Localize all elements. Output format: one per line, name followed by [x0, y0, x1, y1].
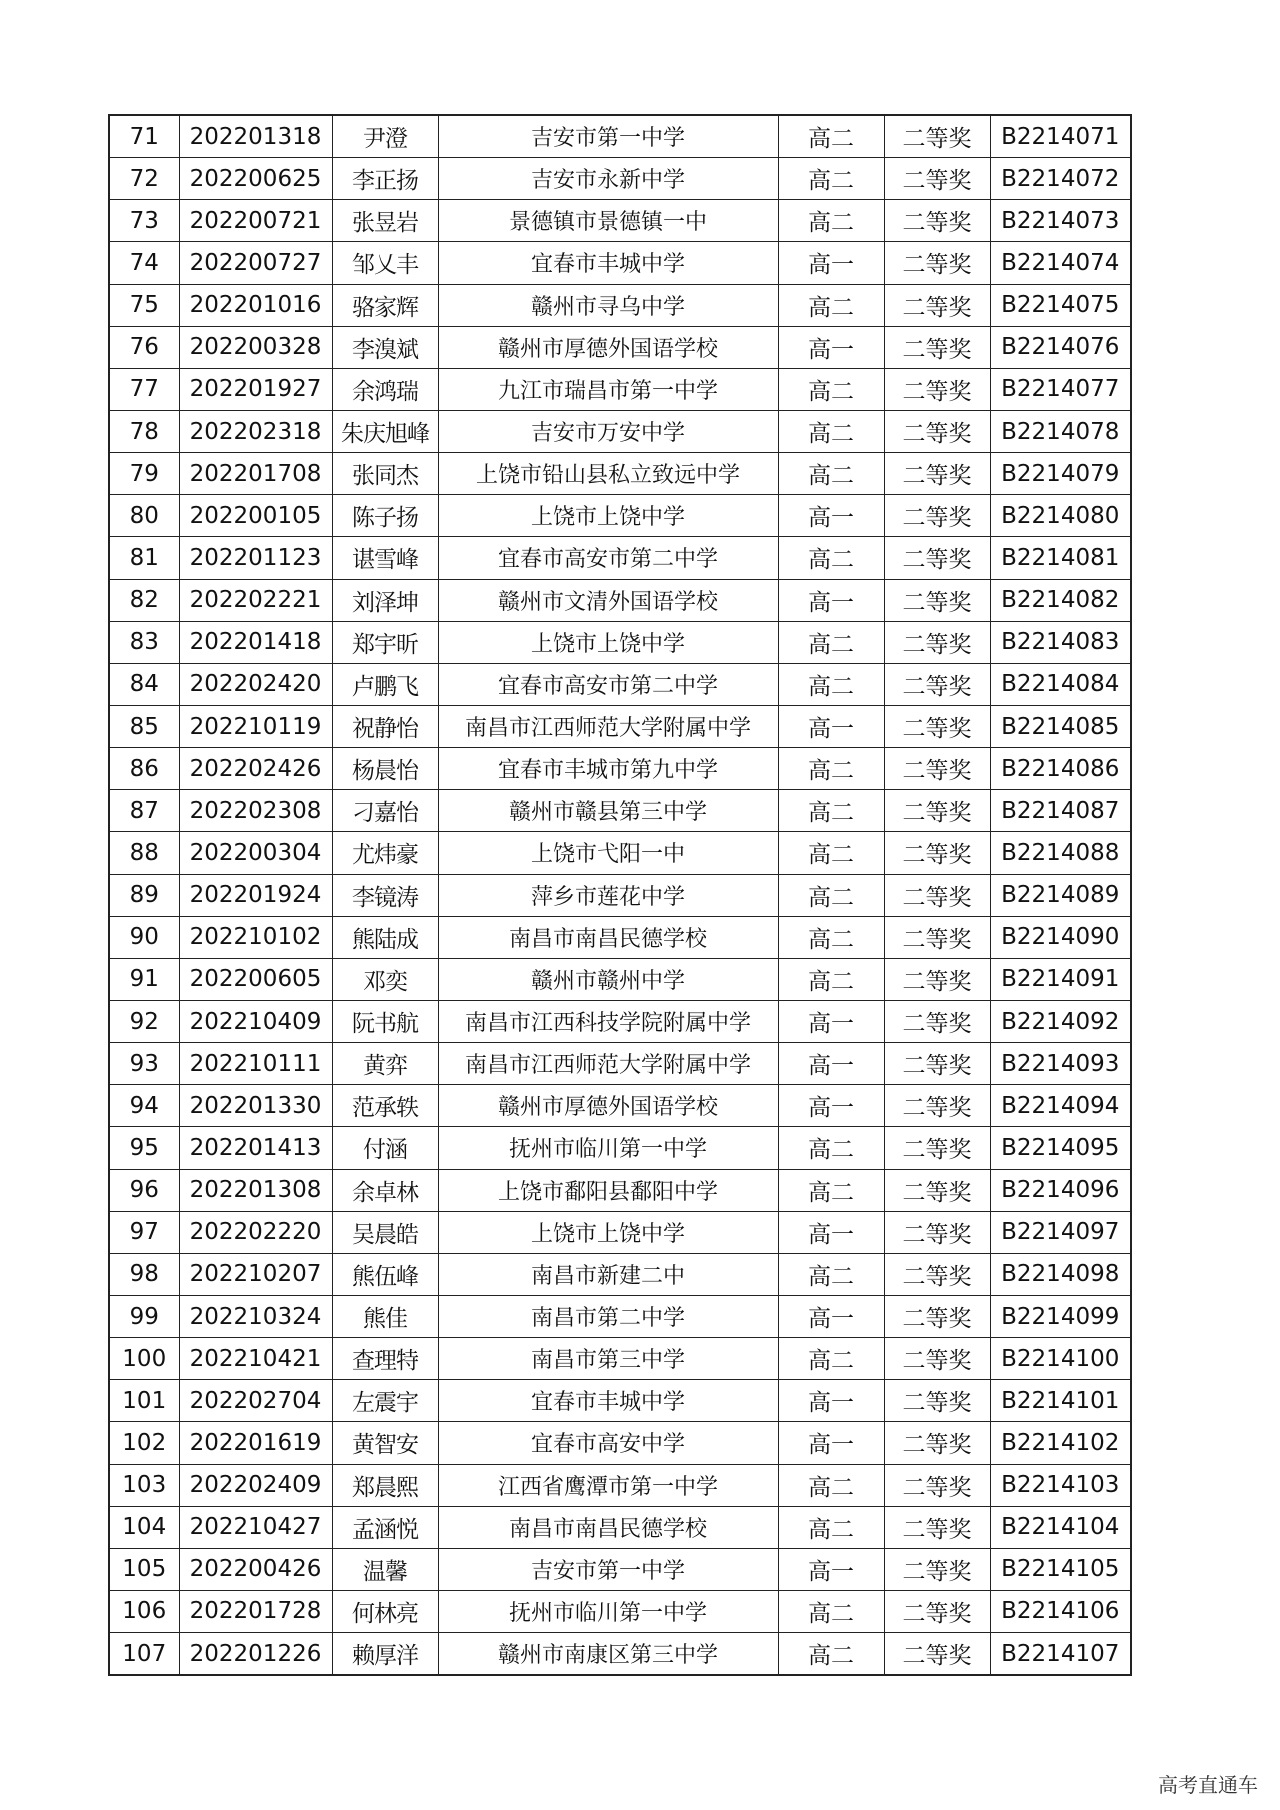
student-id-cell: 202202704 — [179, 1380, 332, 1422]
grade-level-cell: 高二 — [778, 410, 884, 452]
row-number-cell: 99 — [109, 1295, 179, 1337]
student-name-cell: 范承轶 — [332, 1085, 438, 1127]
student-name-cell: 熊佳 — [332, 1295, 438, 1337]
student-id-cell: 202202426 — [179, 748, 332, 790]
student-id-cell: 202201016 — [179, 284, 332, 326]
award-level-cell: 二等奖 — [884, 663, 990, 705]
student-name-cell: 谌雪峰 — [332, 537, 438, 579]
school-name-cell: 南昌市南昌民德学校 — [438, 916, 778, 958]
grade-level-cell: 高二 — [778, 1506, 884, 1548]
school-name-cell: 上饶市上饶中学 — [438, 621, 778, 663]
row-number-cell: 93 — [109, 1043, 179, 1085]
certificate-number-cell: B2214081 — [990, 537, 1131, 579]
award-level-cell: 二等奖 — [884, 453, 990, 495]
certificate-number-cell: B2214088 — [990, 832, 1131, 874]
row-number-cell: 76 — [109, 326, 179, 368]
student-id-cell: 202201619 — [179, 1422, 332, 1464]
award-level-cell: 二等奖 — [884, 242, 990, 284]
table-row — [109, 1548, 1131, 1590]
student-id-cell: 202202318 — [179, 410, 332, 452]
award-level-cell: 二等奖 — [884, 874, 990, 916]
school-name-cell: 吉安市万安中学 — [438, 410, 778, 452]
award-level-cell: 二等奖 — [884, 200, 990, 242]
student-name-cell: 卢鹏飞 — [332, 663, 438, 705]
student-id-cell: 202201330 — [179, 1085, 332, 1127]
row-number-cell: 102 — [109, 1422, 179, 1464]
school-name-cell: 南昌市江西师范大学附属中学 — [438, 1043, 778, 1085]
certificate-number-cell: B2214078 — [990, 410, 1131, 452]
certificate-number-cell: B2214091 — [990, 958, 1131, 1000]
student-name-cell: 阮书航 — [332, 1000, 438, 1042]
award-level-cell: 二等奖 — [884, 790, 990, 832]
table-row — [109, 958, 1131, 1000]
award-level-cell: 二等奖 — [884, 1422, 990, 1464]
table-row — [109, 832, 1131, 874]
table-row — [109, 1085, 1131, 1127]
grade-level-cell: 高二 — [778, 200, 884, 242]
certificate-number-cell: B2214101 — [990, 1380, 1131, 1422]
row-number-cell: 96 — [109, 1169, 179, 1211]
table-row — [109, 1633, 1131, 1676]
certificate-number-cell: B2214087 — [990, 790, 1131, 832]
row-number-cell: 82 — [109, 579, 179, 621]
certificate-number-cell: B2214077 — [990, 368, 1131, 410]
school-name-cell: 赣州市文清外国语学校 — [438, 579, 778, 621]
table-row — [109, 1506, 1131, 1548]
school-name-cell: 赣州市赣县第三中学 — [438, 790, 778, 832]
award-level-cell: 二等奖 — [884, 705, 990, 747]
student-id-cell: 202201308 — [179, 1169, 332, 1211]
student-name-cell: 陈子扬 — [332, 495, 438, 537]
grade-level-cell: 高二 — [778, 1338, 884, 1380]
grade-level-cell: 高一 — [778, 242, 884, 284]
student-name-cell: 查理特 — [332, 1338, 438, 1380]
row-number-cell: 78 — [109, 410, 179, 452]
certificate-number-cell: B2214083 — [990, 621, 1131, 663]
certificate-number-cell: B2214094 — [990, 1085, 1131, 1127]
certificate-number-cell: B2214098 — [990, 1253, 1131, 1295]
student-id-cell: 202210102 — [179, 916, 332, 958]
student-id-cell: 202202220 — [179, 1211, 332, 1253]
award-level-cell: 二等奖 — [884, 1043, 990, 1085]
grade-level-cell: 高二 — [778, 663, 884, 705]
certificate-number-cell: B2214093 — [990, 1043, 1131, 1085]
certificate-number-cell: B2214073 — [990, 200, 1131, 242]
grade-level-cell: 高二 — [778, 916, 884, 958]
school-name-cell: 吉安市第一中学 — [438, 115, 778, 158]
school-name-cell: 赣州市厚德外国语学校 — [438, 1085, 778, 1127]
school-name-cell: 南昌市新建二中 — [438, 1253, 778, 1295]
certificate-number-cell: B2214084 — [990, 663, 1131, 705]
grade-level-cell: 高二 — [778, 284, 884, 326]
row-number-cell: 86 — [109, 748, 179, 790]
school-name-cell: 抚州市临川第一中学 — [438, 1127, 778, 1169]
grade-level-cell: 高二 — [778, 368, 884, 410]
grade-level-cell: 高一 — [778, 326, 884, 368]
student-id-cell: 202200605 — [179, 958, 332, 1000]
student-id-cell: 202210111 — [179, 1043, 332, 1085]
student-name-cell: 熊陆成 — [332, 916, 438, 958]
student-name-cell: 张同杰 — [332, 453, 438, 495]
student-id-cell: 202200625 — [179, 158, 332, 200]
award-level-cell: 二等奖 — [884, 1548, 990, 1590]
row-number-cell: 72 — [109, 158, 179, 200]
table-row — [109, 1000, 1131, 1042]
student-name-cell: 李溴斌 — [332, 326, 438, 368]
student-name-cell: 邹乂丰 — [332, 242, 438, 284]
grade-level-cell: 高一 — [778, 1548, 884, 1590]
school-name-cell: 上饶市铅山县私立致远中学 — [438, 453, 778, 495]
award-level-cell: 二等奖 — [884, 410, 990, 452]
row-number-cell: 85 — [109, 705, 179, 747]
certificate-number-cell: B2214105 — [990, 1548, 1131, 1590]
award-level-cell: 二等奖 — [884, 916, 990, 958]
table-row — [109, 453, 1131, 495]
table-row — [109, 1253, 1131, 1295]
student-name-cell: 李正扬 — [332, 158, 438, 200]
student-name-cell: 温馨 — [332, 1548, 438, 1590]
table-row — [109, 495, 1131, 537]
table-row — [109, 326, 1131, 368]
school-name-cell: 南昌市第三中学 — [438, 1338, 778, 1380]
student-name-cell: 郑宇昕 — [332, 621, 438, 663]
certificate-number-cell: B2214089 — [990, 874, 1131, 916]
student-name-cell: 张昱岩 — [332, 200, 438, 242]
table-row — [109, 1464, 1131, 1506]
row-number-cell: 104 — [109, 1506, 179, 1548]
row-number-cell: 73 — [109, 200, 179, 242]
certificate-number-cell: B2214097 — [990, 1211, 1131, 1253]
student-id-cell: 202201927 — [179, 368, 332, 410]
student-id-cell: 202200304 — [179, 832, 332, 874]
award-level-cell: 二等奖 — [884, 748, 990, 790]
student-name-cell: 尤炜豪 — [332, 832, 438, 874]
student-id-cell: 202201413 — [179, 1127, 332, 1169]
table-row — [109, 1380, 1131, 1422]
row-number-cell: 81 — [109, 537, 179, 579]
certificate-number-cell: B2214099 — [990, 1295, 1131, 1337]
row-number-cell: 71 — [109, 115, 179, 158]
grade-level-cell: 高二 — [778, 1633, 884, 1676]
student-name-cell: 吴晨皓 — [332, 1211, 438, 1253]
student-name-cell: 李镜涛 — [332, 874, 438, 916]
school-name-cell: 赣州市南康区第三中学 — [438, 1633, 778, 1676]
certificate-number-cell: B2214071 — [990, 115, 1131, 158]
table-row — [109, 1422, 1131, 1464]
certificate-number-cell: B2214075 — [990, 284, 1131, 326]
award-level-cell: 二等奖 — [884, 537, 990, 579]
certificate-number-cell: B2214074 — [990, 242, 1131, 284]
school-name-cell: 赣州市寻乌中学 — [438, 284, 778, 326]
award-level-cell: 二等奖 — [884, 1253, 990, 1295]
student-name-cell: 黄弈 — [332, 1043, 438, 1085]
school-name-cell: 景德镇市景德镇一中 — [438, 200, 778, 242]
student-id-cell: 202200105 — [179, 495, 332, 537]
award-level-cell: 二等奖 — [884, 579, 990, 621]
table-row — [109, 200, 1131, 242]
watermark-text: 高考直通车 — [1158, 1773, 1258, 1797]
table-row — [109, 874, 1131, 916]
table-row — [109, 663, 1131, 705]
award-level-cell: 二等奖 — [884, 1590, 990, 1632]
grade-level-cell: 高一 — [778, 1211, 884, 1253]
row-number-cell: 94 — [109, 1085, 179, 1127]
school-name-cell: 南昌市江西师范大学附属中学 — [438, 705, 778, 747]
school-name-cell: 宜春市丰城中学 — [438, 242, 778, 284]
table-row — [109, 1295, 1131, 1337]
grade-level-cell: 高二 — [778, 158, 884, 200]
award-level-cell: 二等奖 — [884, 621, 990, 663]
row-number-cell: 91 — [109, 958, 179, 1000]
student-name-cell: 祝静怡 — [332, 705, 438, 747]
award-level-cell: 二等奖 — [884, 115, 990, 158]
student-name-cell: 尹澄 — [332, 115, 438, 158]
award-level-cell: 二等奖 — [884, 1506, 990, 1548]
row-number-cell: 88 — [109, 832, 179, 874]
student-id-cell: 202201318 — [179, 115, 332, 158]
student-id-cell: 202200328 — [179, 326, 332, 368]
row-number-cell: 77 — [109, 368, 179, 410]
grade-level-cell: 高二 — [778, 790, 884, 832]
student-id-cell: 202202409 — [179, 1464, 332, 1506]
certificate-number-cell: B2214085 — [990, 705, 1131, 747]
table-row — [109, 748, 1131, 790]
table-row — [109, 158, 1131, 200]
student-id-cell: 202202308 — [179, 790, 332, 832]
grade-level-cell: 高二 — [778, 1169, 884, 1211]
award-level-cell: 二等奖 — [884, 495, 990, 537]
row-number-cell: 74 — [109, 242, 179, 284]
student-id-cell: 202200426 — [179, 1548, 332, 1590]
table-row — [109, 790, 1131, 832]
row-number-cell: 95 — [109, 1127, 179, 1169]
certificate-number-cell: B2214100 — [990, 1338, 1131, 1380]
grade-level-cell: 高一 — [778, 1000, 884, 1042]
student-id-cell: 202210119 — [179, 705, 332, 747]
table-row — [109, 410, 1131, 452]
award-level-cell: 二等奖 — [884, 958, 990, 1000]
school-name-cell: 赣州市厚德外国语学校 — [438, 326, 778, 368]
award-level-cell: 二等奖 — [884, 1085, 990, 1127]
student-name-cell: 孟涵悦 — [332, 1506, 438, 1548]
student-id-cell: 202210427 — [179, 1506, 332, 1548]
student-name-cell: 赖厚洋 — [332, 1633, 438, 1676]
certificate-number-cell: B2214106 — [990, 1590, 1131, 1632]
certificate-number-cell: B2214080 — [990, 495, 1131, 537]
student-id-cell: 202210421 — [179, 1338, 332, 1380]
award-level-cell: 二等奖 — [884, 368, 990, 410]
award-level-cell: 二等奖 — [884, 1633, 990, 1676]
grade-level-cell: 高一 — [778, 1295, 884, 1337]
student-name-cell: 邓奕 — [332, 958, 438, 1000]
row-number-cell: 84 — [109, 663, 179, 705]
school-name-cell: 江西省鹰潭市第一中学 — [438, 1464, 778, 1506]
student-id-cell: 202201708 — [179, 453, 332, 495]
row-number-cell: 103 — [109, 1464, 179, 1506]
certificate-number-cell: B2214090 — [990, 916, 1131, 958]
school-name-cell: 宜春市高安市第二中学 — [438, 663, 778, 705]
student-id-cell: 202202221 — [179, 579, 332, 621]
student-name-cell: 刁嘉怡 — [332, 790, 438, 832]
row-number-cell: 107 — [109, 1633, 179, 1676]
student-name-cell: 何林亮 — [332, 1590, 438, 1632]
award-level-cell: 二等奖 — [884, 1338, 990, 1380]
award-level-cell: 二等奖 — [884, 284, 990, 326]
student-id-cell: 202201123 — [179, 537, 332, 579]
table-row — [109, 537, 1131, 579]
student-name-cell: 朱庆旭峰 — [332, 410, 438, 452]
grade-level-cell: 高二 — [778, 537, 884, 579]
table-row — [109, 1338, 1131, 1380]
table-row — [109, 1211, 1131, 1253]
school-name-cell: 上饶市上饶中学 — [438, 1211, 778, 1253]
school-name-cell: 上饶市上饶中学 — [438, 495, 778, 537]
student-name-cell: 付涵 — [332, 1127, 438, 1169]
school-name-cell: 吉安市第一中学 — [438, 1548, 778, 1590]
school-name-cell: 上饶市鄱阳县鄱阳中学 — [438, 1169, 778, 1211]
row-number-cell: 89 — [109, 874, 179, 916]
grade-level-cell: 高二 — [778, 874, 884, 916]
award-level-cell: 二等奖 — [884, 1211, 990, 1253]
student-id-cell: 202201728 — [179, 1590, 332, 1632]
grade-level-cell: 高二 — [778, 115, 884, 158]
grade-level-cell: 高二 — [778, 621, 884, 663]
student-id-cell: 202200727 — [179, 242, 332, 284]
student-id-cell: 202201924 — [179, 874, 332, 916]
school-name-cell: 抚州市临川第一中学 — [438, 1590, 778, 1632]
table-row — [109, 115, 1131, 158]
award-level-cell: 二等奖 — [884, 158, 990, 200]
row-number-cell: 75 — [109, 284, 179, 326]
student-id-cell: 202210324 — [179, 1295, 332, 1337]
student-id-cell: 202201418 — [179, 621, 332, 663]
certificate-number-cell: B2214107 — [990, 1633, 1131, 1676]
grade-level-cell: 高二 — [778, 1464, 884, 1506]
certificate-number-cell: B2214082 — [990, 579, 1131, 621]
award-list-table — [108, 114, 1132, 1676]
grade-level-cell: 高一 — [778, 1422, 884, 1464]
table-row — [109, 1590, 1131, 1632]
school-name-cell: 宜春市丰城中学 — [438, 1380, 778, 1422]
table-row — [109, 1127, 1131, 1169]
award-level-cell: 二等奖 — [884, 1380, 990, 1422]
grade-level-cell: 高一 — [778, 1043, 884, 1085]
table-row — [109, 1169, 1131, 1211]
student-name-cell: 余鸿瑞 — [332, 368, 438, 410]
school-name-cell: 吉安市永新中学 — [438, 158, 778, 200]
grade-level-cell: 高一 — [778, 1380, 884, 1422]
grade-level-cell: 高二 — [778, 832, 884, 874]
award-level-cell: 二等奖 — [884, 1000, 990, 1042]
table-row — [109, 242, 1131, 284]
row-number-cell: 106 — [109, 1590, 179, 1632]
row-number-cell: 98 — [109, 1253, 179, 1295]
student-id-cell: 202210207 — [179, 1253, 332, 1295]
table-row — [109, 916, 1131, 958]
row-number-cell: 105 — [109, 1548, 179, 1590]
row-number-cell: 87 — [109, 790, 179, 832]
student-id-cell: 202202420 — [179, 663, 332, 705]
certificate-number-cell: B2214102 — [990, 1422, 1131, 1464]
certificate-number-cell: B2214076 — [990, 326, 1131, 368]
certificate-number-cell: B2214072 — [990, 158, 1131, 200]
table-row — [109, 368, 1131, 410]
table-row — [109, 621, 1131, 663]
row-number-cell: 92 — [109, 1000, 179, 1042]
table-row — [109, 1043, 1131, 1085]
student-name-cell: 刘泽坤 — [332, 579, 438, 621]
school-name-cell: 宜春市高安市第二中学 — [438, 537, 778, 579]
certificate-number-cell: B2214103 — [990, 1464, 1131, 1506]
grade-level-cell: 高二 — [778, 1253, 884, 1295]
certificate-number-cell: B2214079 — [990, 453, 1131, 495]
table-row — [109, 705, 1131, 747]
award-level-cell: 二等奖 — [884, 1295, 990, 1337]
student-name-cell: 熊伍峰 — [332, 1253, 438, 1295]
school-name-cell: 萍乡市莲花中学 — [438, 874, 778, 916]
student-id-cell: 202210409 — [179, 1000, 332, 1042]
grade-level-cell: 高一 — [778, 579, 884, 621]
award-level-cell: 二等奖 — [884, 832, 990, 874]
school-name-cell: 南昌市江西科技学院附属中学 — [438, 1000, 778, 1042]
grade-level-cell: 高一 — [778, 1085, 884, 1127]
table-row — [109, 579, 1131, 621]
grade-level-cell: 高二 — [778, 1590, 884, 1632]
certificate-number-cell: B2214096 — [990, 1169, 1131, 1211]
student-name-cell: 郑晨熙 — [332, 1464, 438, 1506]
school-name-cell: 南昌市南昌民德学校 — [438, 1506, 778, 1548]
row-number-cell: 79 — [109, 453, 179, 495]
certificate-number-cell: B2214092 — [990, 1000, 1131, 1042]
award-level-cell: 二等奖 — [884, 1127, 990, 1169]
grade-level-cell: 高二 — [778, 748, 884, 790]
row-number-cell: 97 — [109, 1211, 179, 1253]
row-number-cell: 100 — [109, 1338, 179, 1380]
certificate-number-cell: B2214086 — [990, 748, 1131, 790]
grade-level-cell: 高二 — [778, 453, 884, 495]
grade-level-cell: 高一 — [778, 495, 884, 537]
row-number-cell: 83 — [109, 621, 179, 663]
certificate-number-cell: B2214104 — [990, 1506, 1131, 1548]
student-name-cell: 左震宇 — [332, 1380, 438, 1422]
grade-level-cell: 高一 — [778, 705, 884, 747]
student-id-cell: 202200721 — [179, 200, 332, 242]
award-level-cell: 二等奖 — [884, 1464, 990, 1506]
table-row — [109, 284, 1131, 326]
school-name-cell: 赣州市赣州中学 — [438, 958, 778, 1000]
school-name-cell: 九江市瑞昌市第一中学 — [438, 368, 778, 410]
row-number-cell: 90 — [109, 916, 179, 958]
award-level-cell: 二等奖 — [884, 326, 990, 368]
school-name-cell: 上饶市弋阳一中 — [438, 832, 778, 874]
student-name-cell: 黄智安 — [332, 1422, 438, 1464]
student-name-cell: 余卓林 — [332, 1169, 438, 1211]
school-name-cell: 宜春市丰城市第九中学 — [438, 748, 778, 790]
student-id-cell: 202201226 — [179, 1633, 332, 1676]
school-name-cell: 南昌市第二中学 — [438, 1295, 778, 1337]
certificate-number-cell: B2214095 — [990, 1127, 1131, 1169]
grade-level-cell: 高二 — [778, 958, 884, 1000]
award-level-cell: 二等奖 — [884, 1169, 990, 1211]
row-number-cell: 80 — [109, 495, 179, 537]
student-name-cell: 杨晨怡 — [332, 748, 438, 790]
grade-level-cell: 高二 — [778, 1127, 884, 1169]
row-number-cell: 101 — [109, 1380, 179, 1422]
school-name-cell: 宜春市高安中学 — [438, 1422, 778, 1464]
student-name-cell: 骆家辉 — [332, 284, 438, 326]
